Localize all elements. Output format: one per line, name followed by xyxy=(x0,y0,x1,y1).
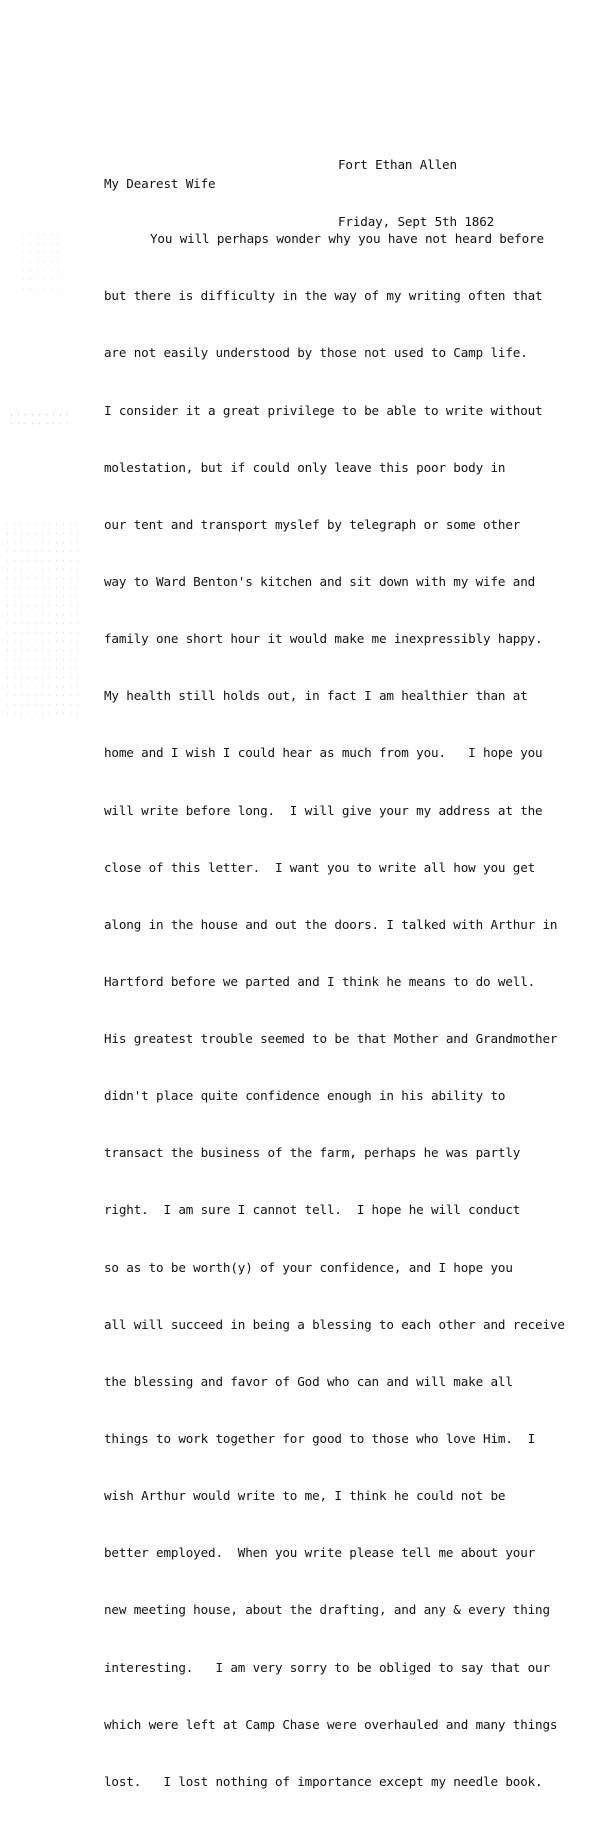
letter-line: new meeting house, about the drafting, and any & every thing xyxy=(104,1602,550,1618)
letter-body xyxy=(104,191,565,1829)
letter-line: better employed. When you write please tell me about your xyxy=(104,1545,536,1561)
scan-speckle xyxy=(4,520,84,720)
letter-line: along in the house and out the doors. I talked with Arthur in xyxy=(104,916,558,932)
letter-line: way to Ward Benton's kitchen and sit down with my wife and xyxy=(104,573,536,589)
letter-line: which were left at Camp Chase were overhauled and many things xyxy=(104,1716,558,1732)
letter-line: transact the business of the farm, perhaps he was partly xyxy=(104,1145,521,1161)
letter-line: all will succeed in being a blessing to each other and receive xyxy=(104,1316,565,1332)
scan-speckle xyxy=(20,230,60,290)
letter-line: interesting. I am very sorry to be obliged to say that our xyxy=(104,1659,550,1675)
letter-line: close of this letter. I want you to write all how you get xyxy=(104,859,536,875)
letter-line: family one short hour it would make me inexpressibly happy. xyxy=(104,631,543,647)
letter-line: My health still holds out, in fact I am healthier than at xyxy=(104,688,528,704)
letter-line: so as to be worth(y) of your confidence, and I hope you xyxy=(104,1259,513,1275)
letter-line: His greatest trouble seemed to be that Mother and Grandmother xyxy=(104,1031,558,1047)
letter-date: Friday, Sept 5th 1862 xyxy=(338,214,495,229)
scan-speckle xyxy=(8,410,68,430)
letter-salutation: My Dearest Wife xyxy=(104,176,216,191)
letter-line: molestation, but if could only leave this poor body in xyxy=(104,459,506,475)
letter-line: lost. I lost nothing of importance except my needle book. xyxy=(104,1773,543,1789)
letter-line: right. I am sure I cannot tell. I hope he will conduct xyxy=(104,1202,521,1218)
letter-line: wish Arthur would write to me, I think he could not be xyxy=(104,1488,506,1504)
letter-line: You will perhaps wonder why you have not heard before xyxy=(150,231,544,247)
letter-line: but there is difficulty in the way of my writing often that xyxy=(104,288,543,304)
letter-line: will write before long. I will give your my address at the xyxy=(104,802,543,818)
letter-place: Fort Ethan Allen xyxy=(338,157,457,172)
letter-line: I consider it a great privilege to be able to write without xyxy=(104,402,543,418)
letter-line: Hartford before we parted and I think he means to do well. xyxy=(104,973,536,989)
letter-line: are not easily understood by those not used to Camp life. xyxy=(104,345,528,361)
letter-line: our tent and transport myslef by telegraph or some other xyxy=(104,516,521,532)
letter-line: the blessing and favor of God who can and will make all xyxy=(104,1373,513,1389)
letter-line: didn't place quite confidence enough in his ability to xyxy=(104,1088,506,1104)
letter-line: home and I wish I could hear as much from you. I hope you xyxy=(104,745,543,761)
letter-line: things to work together for good to those who love Him. I xyxy=(104,1431,536,1447)
